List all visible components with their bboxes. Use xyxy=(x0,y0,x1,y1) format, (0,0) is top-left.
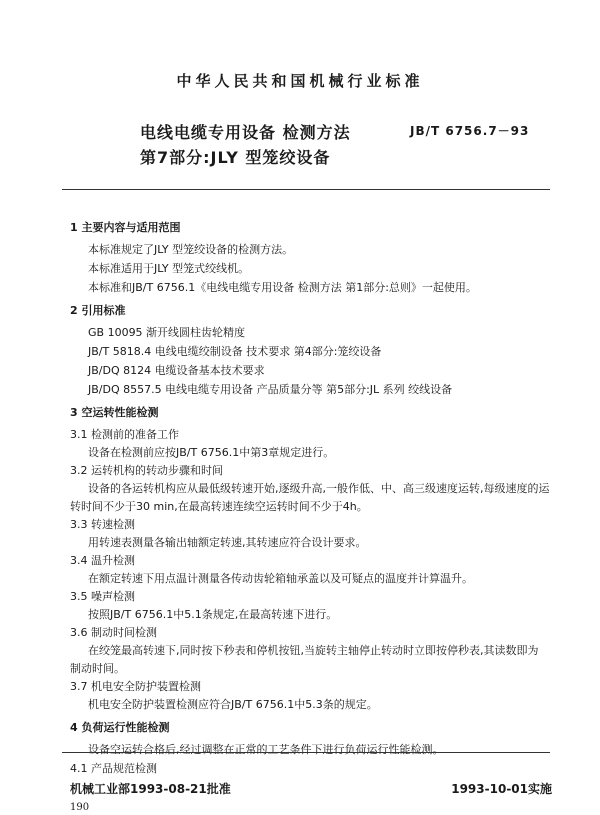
paragraph: 在额定转速下用点温计测量各传动齿轮箱轴承盖以及可疑点的温度并计算温升。 xyxy=(88,572,473,585)
paragraph: GB 10095 渐开线圆柱齿轮精度 xyxy=(88,326,246,339)
issuing-authority: 中华人民共和国机械行业标准 xyxy=(176,72,424,90)
paragraph: 制动时间。 xyxy=(70,662,125,675)
effective-date: 1993-10-01实施 xyxy=(451,782,552,796)
standard-number: JB/T 6756.7－93 xyxy=(410,124,530,138)
section-heading: 3.3 转速检测 xyxy=(70,518,135,531)
document-title-line2: 第7部分:JLY 型笼绞设备 xyxy=(140,148,331,167)
section-heading: 3.1 检测前的准备工作 xyxy=(70,428,179,441)
paragraph: 按照JB/T 6756.1中5.1条规定,在最高转速下进行。 xyxy=(88,608,338,621)
paragraph: 本标准规定了JLY 型笼绞设备的检测方法。 xyxy=(88,243,294,256)
paragraph: 在绞笼最高转速下,同时按下秒表和停机按钮,当旋转主轴停止转动时立即按停秒表,其读数即为 xyxy=(88,644,539,657)
paragraph: 本标准和JB/T 6756.1《电线电缆专用设备 检测方法 第1部分:总则》一起使用。 xyxy=(88,281,477,294)
header-divider xyxy=(62,189,550,190)
section-heading: 1 主要内容与适用范围 xyxy=(70,221,181,234)
paragraph: 设备空运转合格后,经过调整在正常的工艺条件下进行负荷运行性能检测。 xyxy=(88,743,444,756)
paragraph: JB/DQ 8124 电缆设备基本技术要求 xyxy=(88,364,265,377)
paragraph: JB/DQ 8557.5 电线电缆专用设备 产品质量分等 第5部分:JL 系列 绞线设备 xyxy=(88,383,453,396)
section-heading: 3.7 机电安全防护装置检测 xyxy=(70,680,201,693)
section-heading: 3.2 运转机构的转动步骤和时间 xyxy=(70,464,223,477)
section-heading: 4 负荷运行性能检测 xyxy=(70,721,170,734)
paragraph: 用转速表测量各输出轴额定转速,其转速应符合设计要求。 xyxy=(88,536,367,549)
paragraph: 设备在检测前应按JB/T 6756.1中第3章规定进行。 xyxy=(88,446,335,459)
section-heading: 3.6 制动时间检测 xyxy=(70,626,157,639)
paragraph: JB/T 5818.4 电线电缆绞制设备 技术要求 第4部分:笼绞设备 xyxy=(88,345,382,358)
paragraph: 本标准适用于JLY 型笼式绞线机。 xyxy=(88,262,250,275)
section-heading: 3 空运转性能检测 xyxy=(70,406,159,419)
paragraph: 设备的各运转机构应从最低级转速开始,逐级升高,一般作低、中、高三级速度运转,每级速度的运 xyxy=(88,482,550,495)
paragraph: 机电安全防护装置检测应符合JB/T 6756.1中5.3条的规定。 xyxy=(88,698,378,711)
section-heading: 3.4 温升检测 xyxy=(70,554,135,567)
document-title-line1: 电线电缆专用设备 检测方法 xyxy=(140,123,351,142)
section-heading: 3.5 噪声检测 xyxy=(70,590,135,603)
paragraph: 转时间不少于30 min,在最高转速连续空运转时间不少于4h。 xyxy=(70,500,368,513)
approval-date: 机械工业部1993-08-21批准 xyxy=(70,782,231,796)
footer-divider xyxy=(62,752,550,753)
section-heading: 4.1 产品规范检测 xyxy=(70,762,157,775)
page-number: 190 xyxy=(70,802,90,813)
section-heading: 2 引用标准 xyxy=(70,304,126,317)
